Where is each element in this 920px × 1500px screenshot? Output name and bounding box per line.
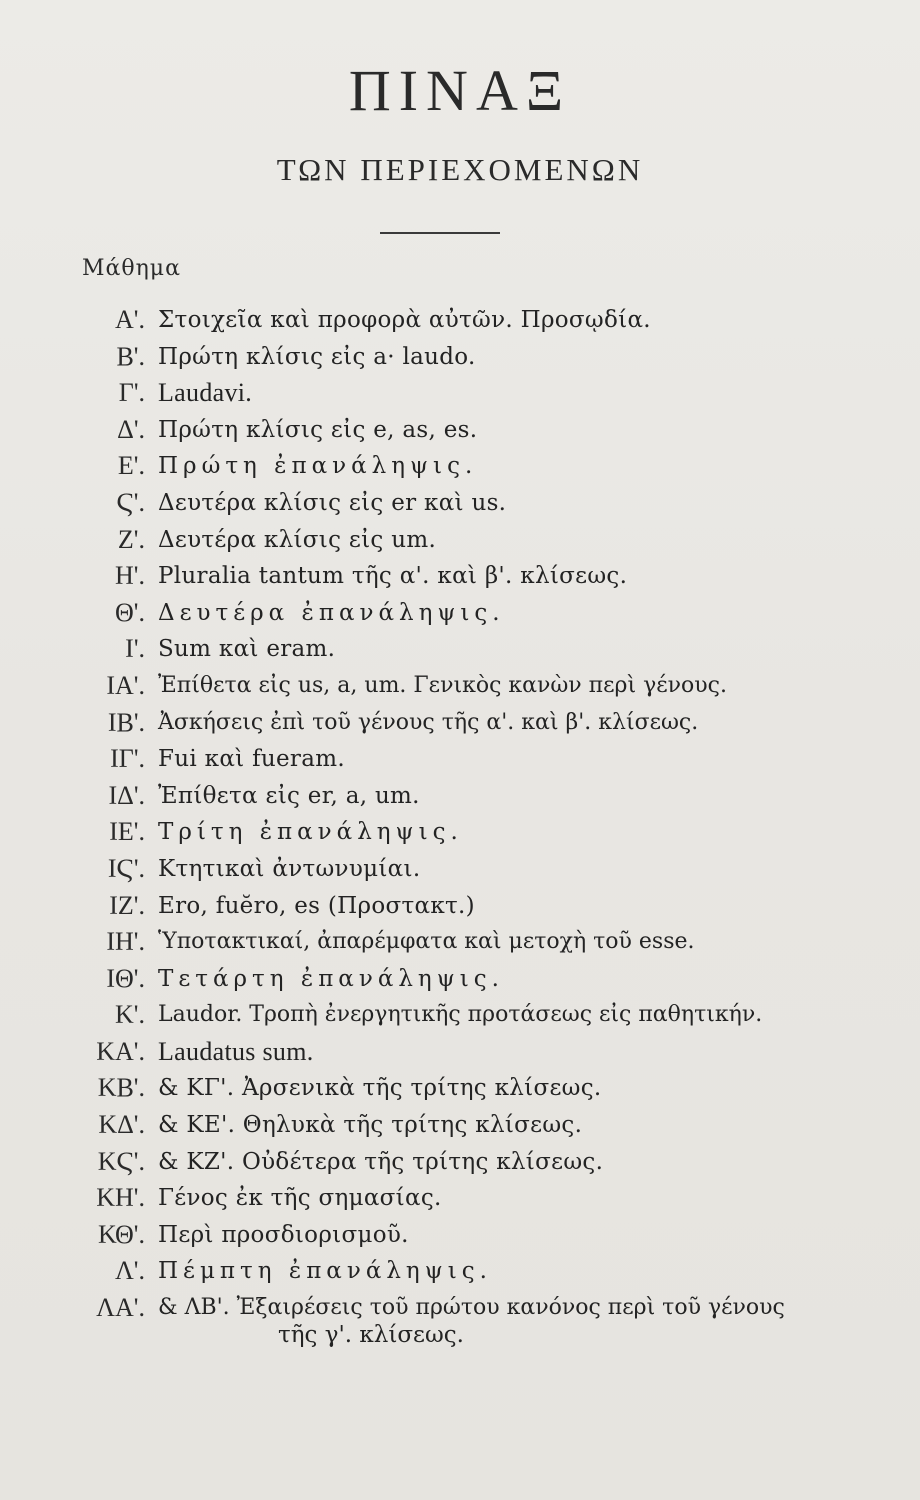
entry-number: ΙΒ'. [107, 707, 145, 737]
entry-text: Δευτέρα ἐπανάληψις. [158, 599, 505, 626]
contents-entry [0, 1144, 920, 1181]
contents-entry [0, 778, 920, 815]
entry-text: Δευτέρα κλίσις εἰς er καὶ us. [158, 489, 507, 516]
entry-number: ΛΑ'. [96, 1293, 145, 1323]
entry-text: Laudatus sum. [158, 1036, 314, 1066]
entry-number: Β'. [116, 341, 145, 371]
entry-text: Τετάρτη ἐπανάληψις. [158, 965, 504, 992]
entry-number: ΚΒ'. [97, 1073, 145, 1103]
entry-text: Laudor. Τροπὴ ἐνεργητικῆς προτάσεως εἰς παθητικήν. [158, 1002, 763, 1028]
page-subtitle: ΤΩΝ ΠΕΡΙΕΧΟΜΕΝΩΝ [276, 152, 644, 187]
entry-number: Γ'. [118, 378, 145, 408]
entry-number: ΙΑ'. [106, 670, 145, 700]
contents-entry [0, 888, 920, 925]
entry-number: Θ'. [115, 597, 145, 627]
entry-text: Περὶ προσδιορισμοῦ. [158, 1221, 409, 1248]
entry-text: Sum καὶ eram. [158, 636, 336, 663]
entry-number: ΙΔ'. [108, 780, 145, 810]
contents-list [0, 302, 920, 1327]
contents-entry [0, 1253, 920, 1290]
entry-text: Πρώτη κλίσις εἰς a· laudo. [158, 343, 476, 370]
entry-text: Στοιχεῖα καὶ προφορὰ αὐτῶν. Προσῳδία. [158, 307, 651, 333]
entry-text: & ΛΒ'. Ἐξαιρέσεις τοῦ πρώτου κανόνος περὶ τοῦ γένους [158, 1295, 785, 1321]
contents-entry [0, 558, 920, 595]
entry-text: Πρώτη ἐπανάληψις. [158, 453, 478, 480]
contents-entry [0, 741, 920, 778]
entry-number: Η'. [115, 561, 145, 591]
contents-entry [0, 705, 920, 742]
entry-text: Ὑποτακτικαί, ἀπαρέμφατα καὶ μετοχὴ τοῦ esse. [158, 929, 695, 955]
entry-number: Ζ'. [117, 524, 145, 554]
page-title: ΠΙΝΑΞ [348, 58, 572, 123]
entry-text: Πέμπτη ἐπανάληψις. [158, 1258, 492, 1285]
entry-text: Γένος ἐκ τῆς σημασίας. [158, 1185, 442, 1212]
entry-text: Τρίτη ἐπανάληψις. [158, 819, 463, 846]
entry-number: ΚϚ'. [97, 1146, 145, 1176]
entry-continuation: τῆς γ'. κλίσεως. [278, 1322, 464, 1348]
entry-text: & ΚΖ'. Οὐδέτερα τῆς τρίτης κλίσεως. [158, 1148, 604, 1175]
contents-entry [0, 1034, 920, 1071]
entry-number: ΚΗ'. [96, 1183, 145, 1213]
entry-number: ΚΘ'. [98, 1219, 145, 1249]
contents-entry [0, 339, 920, 376]
divider-rule [380, 232, 500, 234]
entry-text: Ero, fuĕro, es (Προστακτ.) [158, 892, 475, 919]
contents-entry [0, 961, 920, 998]
entry-number: ΙΕ'. [109, 817, 145, 847]
entry-number: ΙΘ'. [106, 963, 145, 993]
entry-number: Ε'. [117, 451, 145, 481]
contents-entry [0, 631, 920, 668]
entry-text: Δευτέρα κλίσις εἰς um. [158, 526, 437, 553]
contents-entry [0, 448, 920, 485]
contents-entry [0, 1217, 920, 1254]
contents-entry [0, 668, 920, 705]
entry-number: ΙΓ'. [110, 744, 145, 774]
entry-number: ΙΗ'. [106, 927, 145, 957]
contents-entry [0, 997, 920, 1034]
entry-text: Ἐπίθετα εἰς us, a, um. Γενικὸς κανὼν περὶ γένους. [158, 672, 727, 698]
contents-entry [0, 851, 920, 888]
entry-number: Λ'. [114, 1256, 145, 1286]
entry-number: Δ'. [117, 414, 145, 444]
entry-number: ΚΑ'. [96, 1036, 145, 1066]
contents-entry [0, 522, 920, 559]
entry-text: Ἀσκήσεις ἐπὶ τοῦ γένους τῆς α'. καὶ β'. κλίσεως. [158, 709, 699, 735]
entry-text: Κτητικαὶ ἀντωνυμίαι. [158, 855, 421, 882]
contents-entry [0, 595, 920, 632]
contents-entry [0, 1180, 920, 1217]
entry-number: Κ'. [115, 1000, 145, 1030]
entry-number: ΙϚ'. [107, 853, 145, 883]
entry-text: & ΚΓ'. Ἀρσενικὰ τῆς τρίτης κλίσεως. [158, 1075, 602, 1102]
entry-text: Πρώτη κλίσις εἰς e, as, es. [158, 416, 478, 443]
entry-text: Fui καὶ fueram. [158, 746, 345, 773]
entry-number: ΚΔ'. [98, 1110, 145, 1140]
entry-text: Ἐπίθετα εἰς er, a, um. [158, 782, 420, 809]
contents-entry [0, 1070, 920, 1107]
entry-text: Laudavi. [158, 378, 253, 408]
entry-number: Ι'. [125, 634, 145, 664]
contents-entry [0, 485, 920, 522]
entry-number: Α'. [115, 305, 145, 334]
entry-number: ΙΖ'. [109, 890, 145, 920]
lesson-column-heading: Μάθημα [82, 256, 181, 281]
entry-number: Ϛ'. [116, 487, 145, 517]
contents-entry [0, 412, 920, 449]
contents-entry [0, 375, 920, 412]
contents-entry [0, 1107, 920, 1144]
contents-entry [0, 924, 920, 961]
entry-text: Pluralia tantum τῆς α'. καὶ β'. κλίσεως. [158, 563, 628, 590]
contents-entry [0, 814, 920, 851]
contents-entry [0, 302, 920, 339]
entry-text: & ΚΕ'. Θηλυκὰ τῆς τρίτης κλίσεως. [158, 1112, 583, 1139]
